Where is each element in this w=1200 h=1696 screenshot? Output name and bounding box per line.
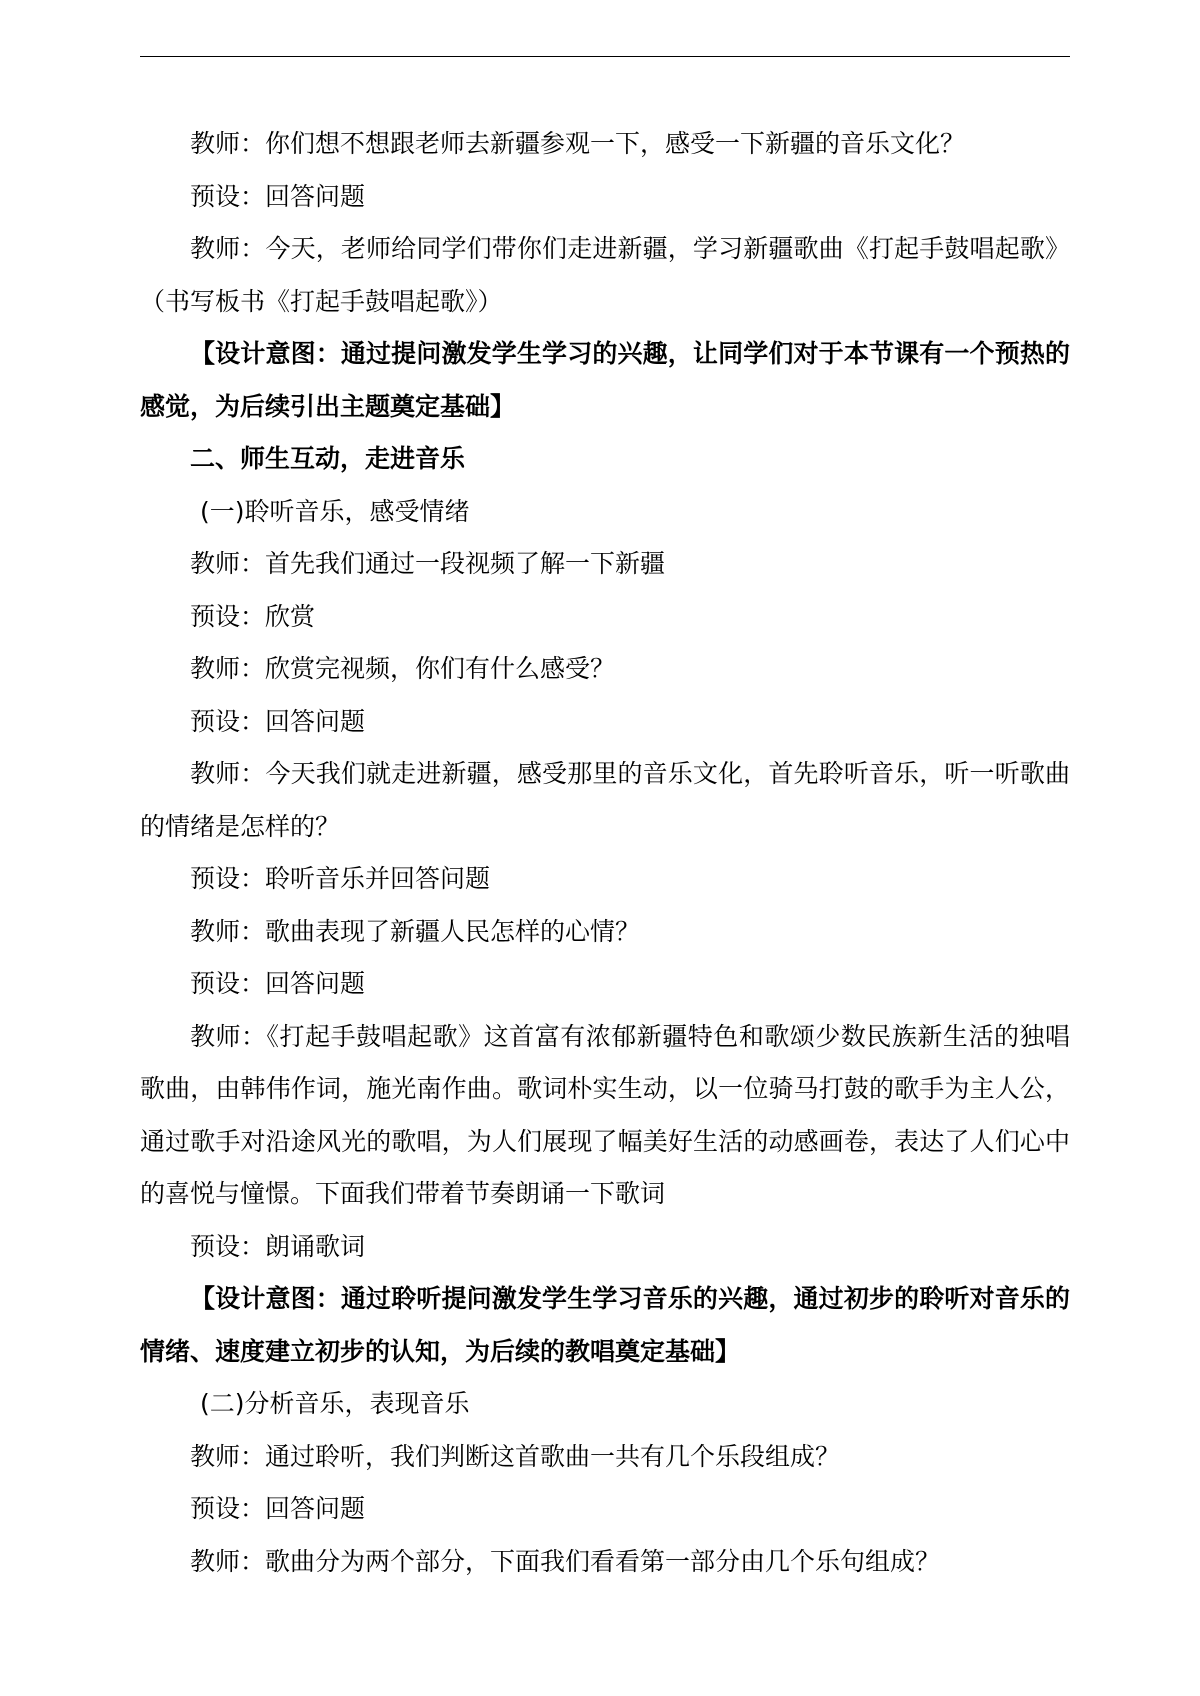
paragraph-preset-answer: 预设：回答问题 — [190, 1494, 366, 1523]
paragraph-teacher-song-description: 教师：《打起手鼓唱起歌》这首富有浓郁新疆特色和歌颂少数民族新生活的独唱歌曲，由韩伟作词，施光南作曲。歌词朴实生动，以一位骑马打鼓的歌手为主人公，通过歌手对沿途风光的歌唱，为人们展现了幅美好生活的动感画卷，表达了人们心中的喜悦与憧憬。下面我们带着节奏朗诵一下歌词 — [140, 1021, 1070, 1208]
paragraph-design-intent: 【设计意图：通过聆听提问激发学生学习音乐的兴趣，通过初步的聆听对音乐的情绪、速度建立初步的认知，为后续的教唱奠定基础】 — [140, 1284, 1070, 1366]
paragraph-preset-answer: 预设：回答问题 — [190, 706, 366, 736]
paragraph-teacher-feeling: 教师：欣赏完视频，你们有什么感受？ — [190, 654, 616, 683]
paragraph-preset-recite: 预设：朗诵歌词 — [190, 1231, 366, 1261]
paragraph-teacher-mood: 教师：歌曲表现了新疆人民怎样的心情？ — [190, 916, 641, 946]
paragraph-teacher-question: 教师：你们想不想跟老师去新疆参观一下，感受一下新疆的音乐文化？ — [190, 129, 966, 158]
header-rule — [140, 56, 1070, 57]
document-body — [140, 118, 1070, 1588]
section-heading: 二、师生互动，走进音乐 — [190, 444, 466, 473]
paragraph-design-intent: 【设计意图：通过提问激发学生学习的兴趣，让同学们对于本节课有一个预热的感觉，为后续引出主题奠定基础】 — [140, 339, 1070, 421]
paragraph-teacher-intro-song: 教师：今天，老师给同学们带你们走进新疆，学习新疆歌曲《打起手鼓唱起歌》（书写板书《打起手鼓唱起歌》） — [140, 234, 1070, 316]
paragraph-teacher-video: 教师：首先我们通过一段视频了解一下新疆 — [190, 549, 666, 578]
paragraph-teacher-listen: 教师：今天我们就走进新疆，感受那里的音乐文化，首先聆听音乐，听一听歌曲的情绪是怎样的？ — [140, 759, 1070, 841]
subsection-heading: (二)分析音乐，表现音乐 — [200, 1389, 470, 1418]
paragraph-preset-appreciate: 预设：欣赏 — [190, 601, 316, 631]
paragraph-preset-answer: 预设：回答问题 — [190, 969, 366, 998]
paragraph-teacher-sections: 教师：通过聆听，我们判断这首歌曲一共有几个乐段组成？ — [190, 1441, 841, 1471]
subsection-heading: (一)聆听音乐，感受情绪 — [200, 496, 470, 526]
paragraph-teacher-phrases: 教师：歌曲分为两个部分，下面我们看看第一部分由几个乐句组成？ — [190, 1546, 941, 1576]
paragraph-preset-listen-answer: 预设：聆听音乐并回答问题 — [190, 864, 491, 893]
paragraph-preset-answer: 预设：回答问题 — [190, 181, 366, 211]
